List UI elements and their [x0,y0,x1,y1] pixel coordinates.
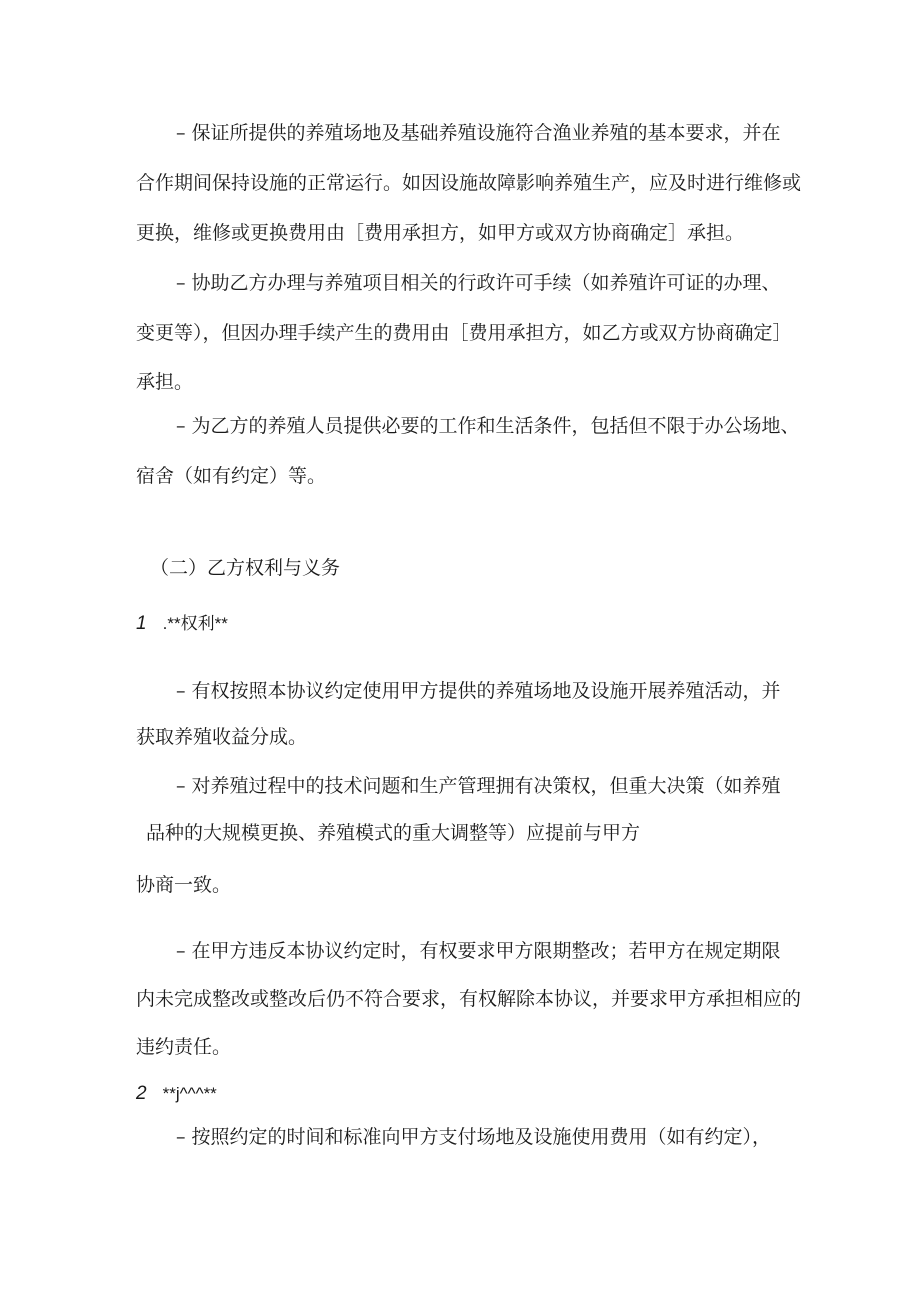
paragraph-line: 获取养殖收益分成。 [136,726,308,748]
paragraph-line: 合作期间保持设施的正常运行。如因设施故障影响养殖生产，应及时进行维修或 [136,172,802,194]
paragraph-line: – 为乙方的养殖人员提供必要的工作和生活条件，包括但不限于办公场地、 [176,415,800,437]
subsection-heading-rights [136,611,228,636]
subsection-number: 1 [136,613,147,634]
paragraph-line: 品种的大规模更换、养殖模式的重大调整等）应提前与甲方 [146,822,641,844]
paragraph-line: 变更等），但因办理手续产生的费用由［费用承担方，如乙方或双方协商确定］ [136,322,792,344]
paragraph-line: 承担。 [136,371,194,393]
paragraph-line: – 按照约定的时间和标准向甲方支付场地及设施使用费用（如有约定）， [176,1126,772,1148]
paragraph-line: 更换，维修或更换费用由［费用承担方，如甲方或双方协商确定］承担。 [136,222,745,244]
paragraph-line: 协商一致。 [136,874,232,896]
paragraph-line: – 对养殖过程中的技术问题和生产管理拥有决策权，但重大决策（如养殖 [176,775,781,797]
paragraph-line: – 协助乙方办理与养殖项目相关的行政许可手续（如养殖许可证的办理、 [176,272,781,294]
subsection-title: **j^^^** [162,1084,217,1103]
paragraph-line: – 在甲方违反本协议约定时，有权要求甲方限期整改；若甲方在规定期限 [176,940,781,962]
paragraph-line: – 有权按照本协议约定使用甲方提供的养殖场地及设施开展养殖活动，并 [176,680,781,702]
subsection-title: .**权利** [162,614,228,633]
section-heading: （二）乙方权利与义务 [150,557,341,579]
subsection-heading-obligations [136,1081,217,1106]
paragraph-line: 违约责任。 [136,1036,232,1058]
subsection-number: 2 [136,1083,147,1104]
paragraph-line: 宿舍（如有约定）等。 [136,465,327,487]
paragraph-line: 内未完成整改或整改后仍不符合要求，有权解除本协议，并要求甲方承担相应的 [136,988,802,1010]
paragraph-line: – 保证所提供的养殖场地及基础养殖设施符合渔业养殖的基本要求，并在 [176,122,781,144]
